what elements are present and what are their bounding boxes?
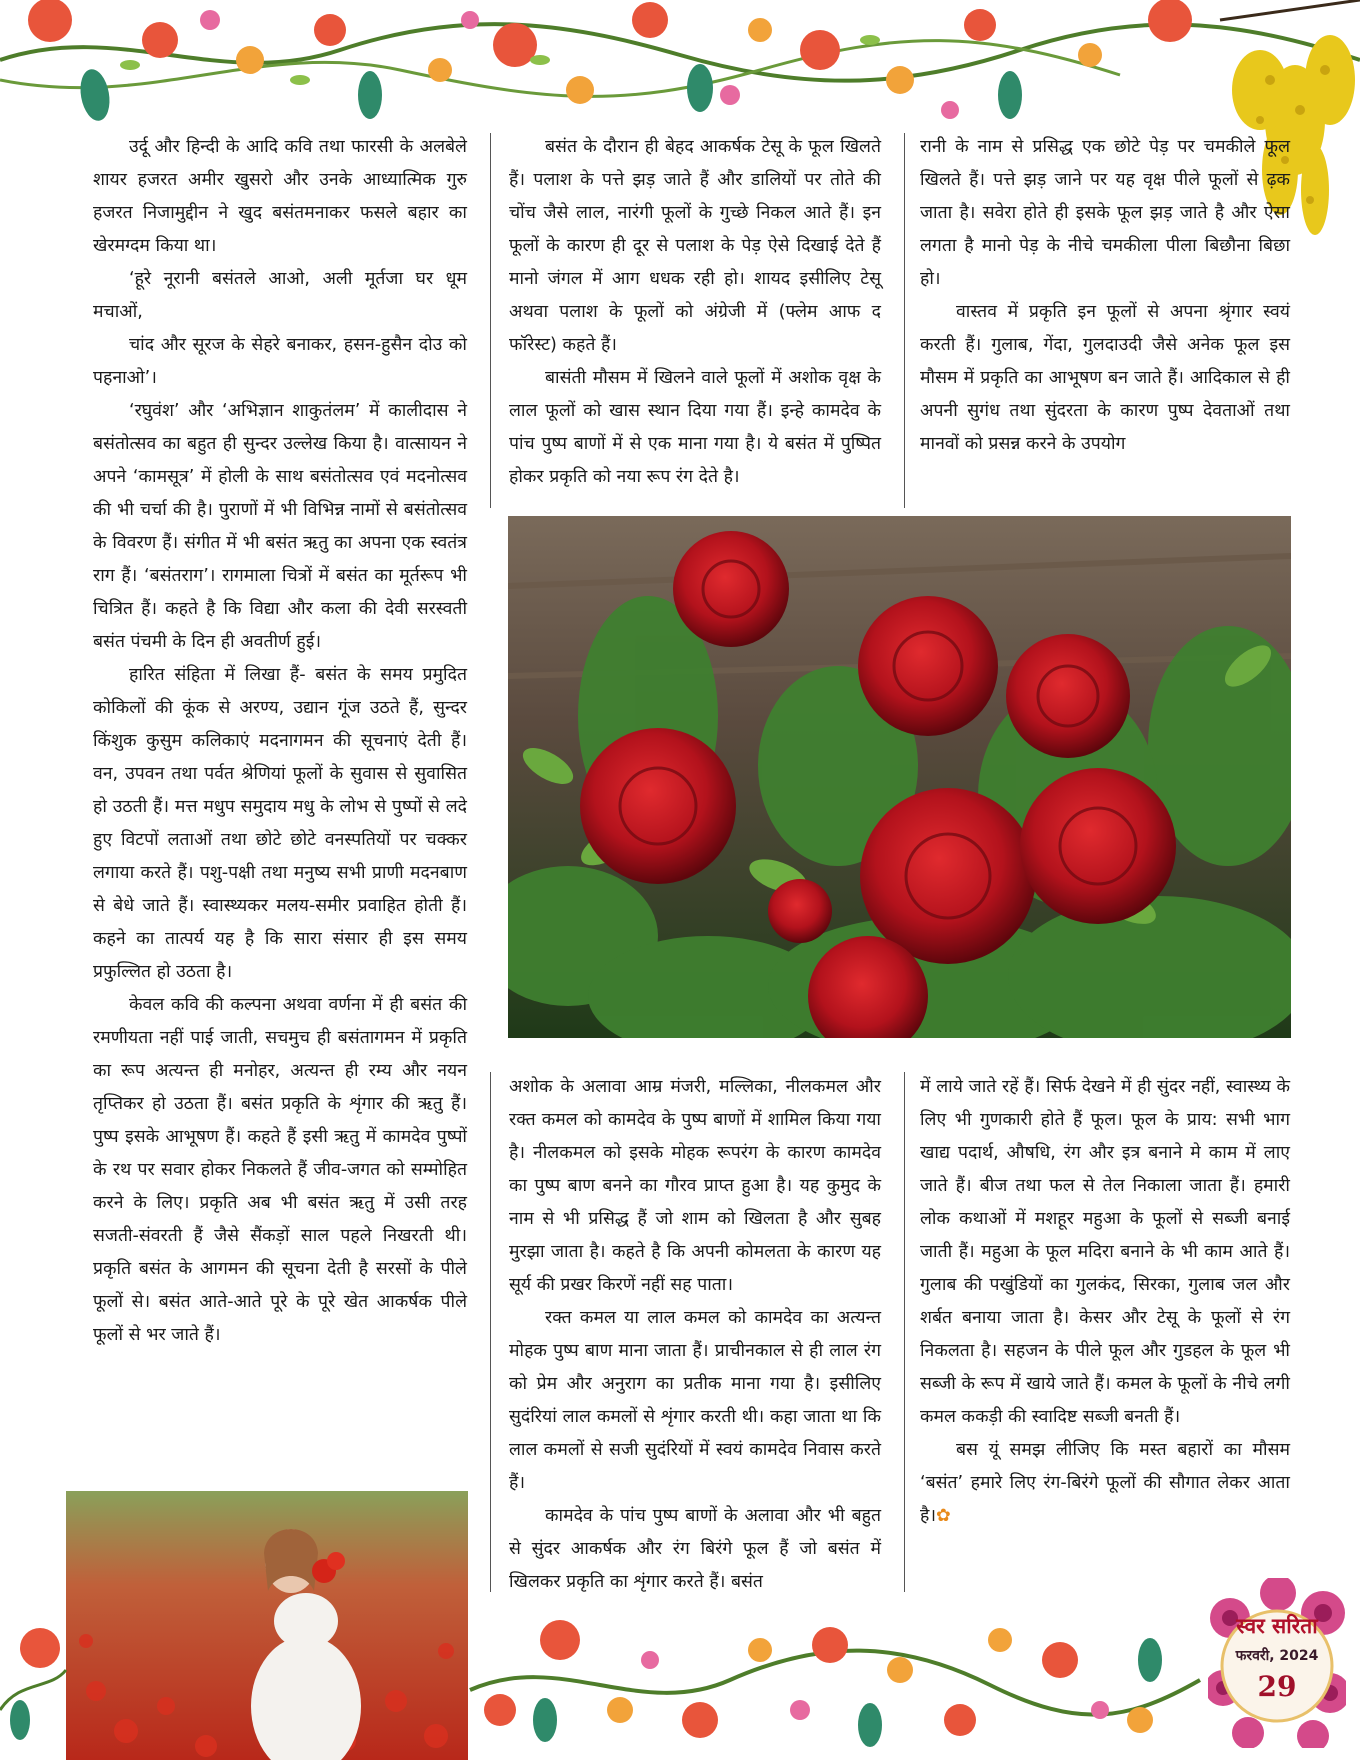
text-column-2 (509, 131, 881, 494)
floral-border-bottom (0, 1600, 1360, 1760)
paragraph: कामदेव के पांच पुष्प बाणों के अलावा और भी बहुत से सुंदर आकर्षक और रंग बिरंगे फूल हैं जो बसंत में खिलकर प्रकृति का शृंगार करते हैं। बसंत (509, 1506, 881, 1592)
text-column-2-lower (509, 1071, 881, 1599)
page-number: 29 (1257, 1670, 1297, 1703)
column-divider (490, 133, 491, 508)
column-divider (490, 1072, 491, 1592)
magazine-name: स्वर सरिता (1236, 1613, 1318, 1638)
column-divider (904, 1072, 905, 1592)
text-column-3-lower (920, 1071, 1290, 1533)
paragraph (920, 1434, 1290, 1533)
paragraph: रक्त कमल या लाल कमल को कामदेव का अत्यन्त मोहक पुष्प बाण माना जाता हैं। प्राचीनकाल से ही लाल रंग को प्रेम और अनुराग का प्रतीक माना गया है। इसीलिए सुदंरियां लाल कमलों से शृंगार करती थी। कहा जाता था कि लाल कमलों से सजी सुदंरियों में स्वयं कामदेव निवास करते हैं। (509, 1308, 881, 1493)
text-column-1 (93, 131, 467, 1352)
paragraph: केवल कवि की कल्पना अथवा वर्णना में ही बसंत की रमणीयता नहीं पाई जाती, सचमुच ही बसंतागमन में प्रकृति का रूप अत्यन्त ही मनोहर, अत्यन्त ही रम्य और नयन तृप्तिकर हो उठता हैं। बसंत प्रकृति के शृंगार की ऋतु हैं। पुष्प इसके आभूषण हैं। कहते हैं इसी ऋतु में कामदेव पुष्पों के रथ पर सवार होकर निकलते हैं जीव-जगत को सम्मोहित करने के लिए। प्रकृति अब भी बसंत ऋतु में उसी तरह सजती-संवरती हैं जैसे सैंकड़ों साल पहले निखरती थी। प्रकृति बसंत के आगमन की सूचना देती है सरसों के पीले फूलों से। बसंत आते-आते पूरे के पूरे खेत आकर्षक पीले फूलों से भर जाते हैं। (93, 995, 467, 1345)
paragraph: उर्दू और हिन्दी के आदि कवि तथा फारसी के अलबेले शायर हजरत अमीर खुसरो और उनके आध्यात्मिक गुरु हजरत निजामुद्दीन ने खुद बसंतमनाकर फसले बहार का खेरमग्दम किया था। (93, 137, 467, 256)
verse-line: ‘हूरे नूरानी बसंतले आओ, अली मूर्तजा घर धूम मचाओं, (93, 269, 467, 322)
end-flower-icon: ✿ (936, 1506, 951, 1526)
red-roses-photo (508, 516, 1291, 1038)
paragraph: बासंती मौसम में खिलने वाले फूलों में अशोक वृक्ष के लाल फूलों को खास स्थान दिया गया हैं। इन्हे कामदेव के पांच पुष्प बाणों में से एक माना गया है। ये बसंत में पुष्पित होकर प्रकृति को नया रूप रंग देते है। (509, 368, 881, 487)
column-divider (904, 133, 905, 508)
verse-line: चांद और सूरज के सेहरे बनाकर, हसन-हुसैन दोउ को पहनाओ’। (93, 335, 467, 388)
paragraph: रानी के नाम से प्रसिद्ध एक छोटे पेड़ पर चमकीले फूल खिलते हैं। पत्ते झड़ जाने पर यह वृक्ष पीले फूलों से ढ़क जाता है। सवेरा होते ही इसके फूल झड़ जाते है और ऐसा लगता है मानो पेड़ के नीचे चमकीला पीला बिछौना बिछा हो। (920, 137, 1290, 289)
text-column-3 (920, 131, 1290, 461)
paragraph: हारित संहिता में लिखा हैं- बसंत के समय प्रमुदित कोकिलों की कूंक से अरण्य, उद्यान गूंज उठते हैं, सुन्दर किंशुक कुसुम कलिकाएं मदनागमन की सूचनाएं देती हैं। वन, उपवन तथा पर्वत श्रेणियां फूलों के सुवास से सुवासित हो उठती हैं। मत्त मधुप समुदाय मधु के लोभ से पुष्पों से लदे हुए विटपों लताओं तथा छोटे छोटे वनस्पतियों पर चक्कर लगाया करते हैं। पशु-पक्षी तथा मनुष्य सभी प्राणी मदनबाण से बेधे जाते हैं। स्वास्थ्यकर मलय-समीर प्रवाहित होती हैं। कहने का तात्पर्य यह है कि सारा संसार ही इस समय प्रफुल्लित हो उठता है। (93, 665, 467, 982)
closing-text: बस यूं समझ लीजिए कि मस्त बहारों का मौसम ‘बसंत’ हमारे लिए रंग-बिरंगे फूलों की सौगात लेकर आता है। (920, 1440, 1290, 1526)
paragraph: में लाये जाते रहें हैं। सिर्फ देखने में ही सुंदर नहीं, स्वास्थ्य के लिए भी गुणकारी होते हैं फूल। फूल के प्राय: सभी भाग खाद्य पदार्थ, औषधि, रंग और इत्र बनाने मे काम में लाए जाते हैं। बीज तथा फल से तेल निकाला जाता हैं। हमारी लोक कथाओं में मशहूर महुआ के फूलों से सब्जी बनाई जाती हैं। महुआ के फूल मदिरा बनाने के भी काम आते हैं। गुलाब की पखुंडियों का गुलकंद, सिरका, गुलाब जल और शर्बत बनाया जाता है। केसर और टेसू के फूलों से रंग निकलता है। सहजन के पीले फूल और गुडहल के फूल भी सब्जी के रूप में खाये जाते हैं। कमल के फूलों के नीचे लगी कमल ककड़ी की स्वादिष्ट सब्जी बनती हैं। (920, 1077, 1290, 1427)
issue-date: फरवरी, 2024 (1235, 1648, 1319, 1664)
paragraph: वास्तव में प्रकृति इन फूलों से अपना श्रृंगार स्वयं करती हैं। गुलाब, गेंदा, गुलदाउदी जैसे अनेक फूल इस मौसम में प्रकृति का आभूषण बन जाते हैं। आदिकाल से ही अपनी सुगंध तथा सुंदरता के कारण पुष्प देवताओं तथा मानवों को प्रसन्न करने के उपयोग (920, 302, 1290, 454)
paragraph: अशोक के अलावा आम्र मंजरी, मल्लिका, नीलकमल और रक्त कमल को कामदेव के पुष्प बाणों में शामिल किया गया है। नीलकमल को इसके मोहक रूपरंग के कारण कामदेव का पुष्प बाण बनने का गौरव प्राप्त हुआ है। यह कुमुद के नाम से भी प्रसिद्ध हैं जो शाम को खिलता है और सुबह मुरझा जाता है। कहते है कि अपनी कोमलता के कारण यह सूर्य की प्रखर किरणें नहीं सह पाता। (509, 1077, 881, 1295)
paragraph: बसंत के दौरान ही बेहद आकर्षक टेसू के फूल खिलते हैं। पलाश के पत्ते झड़ जाते हैं और डालियों पर तोते की चोंच जैसे लाल, नारंगी फूलों के गुच्छे निकल आते हैं। इन फूलों के कारण ही दूर से पलाश के पेड़ ऐसे दिखाई देते हैं मानो जंगल में आग धधक रही हो। शायद इसीलिए टेसू अथवा पलाश के फूलों को अंग्रेजी में (फ्लेम आफ द फॉरेस्ट) कहते हैं। (509, 137, 881, 355)
floral-border-top (0, 0, 1360, 125)
paragraph: ‘रघुवंश’ और ‘अभिज्ञान शाकुतंलम’ में कालीदास ने बसंतोत्सव का बहुत ही सुन्दर उल्लेख किया है। वात्सायन ने अपने ‘कामसूत्र’ में होली के साथ बसंतोत्सव एवं मदनोत्सव की भी चर्चा की है। पुराणों में भी विभिन्न नामों से बसंतोत्सव के विवरण हैं। संगीत में भी बसंत ऋतु का अपना एक स्वतंत्र राग हैं। ‘बसंतराग’। रागमाला चित्रों में बसंत का मूर्तरूप भी चित्रित हैं। कहते है कि विद्या और कला की देवी सरस्वती बसंत पंचमी के दिन ही अवतीर्ण हुई। (93, 401, 467, 652)
